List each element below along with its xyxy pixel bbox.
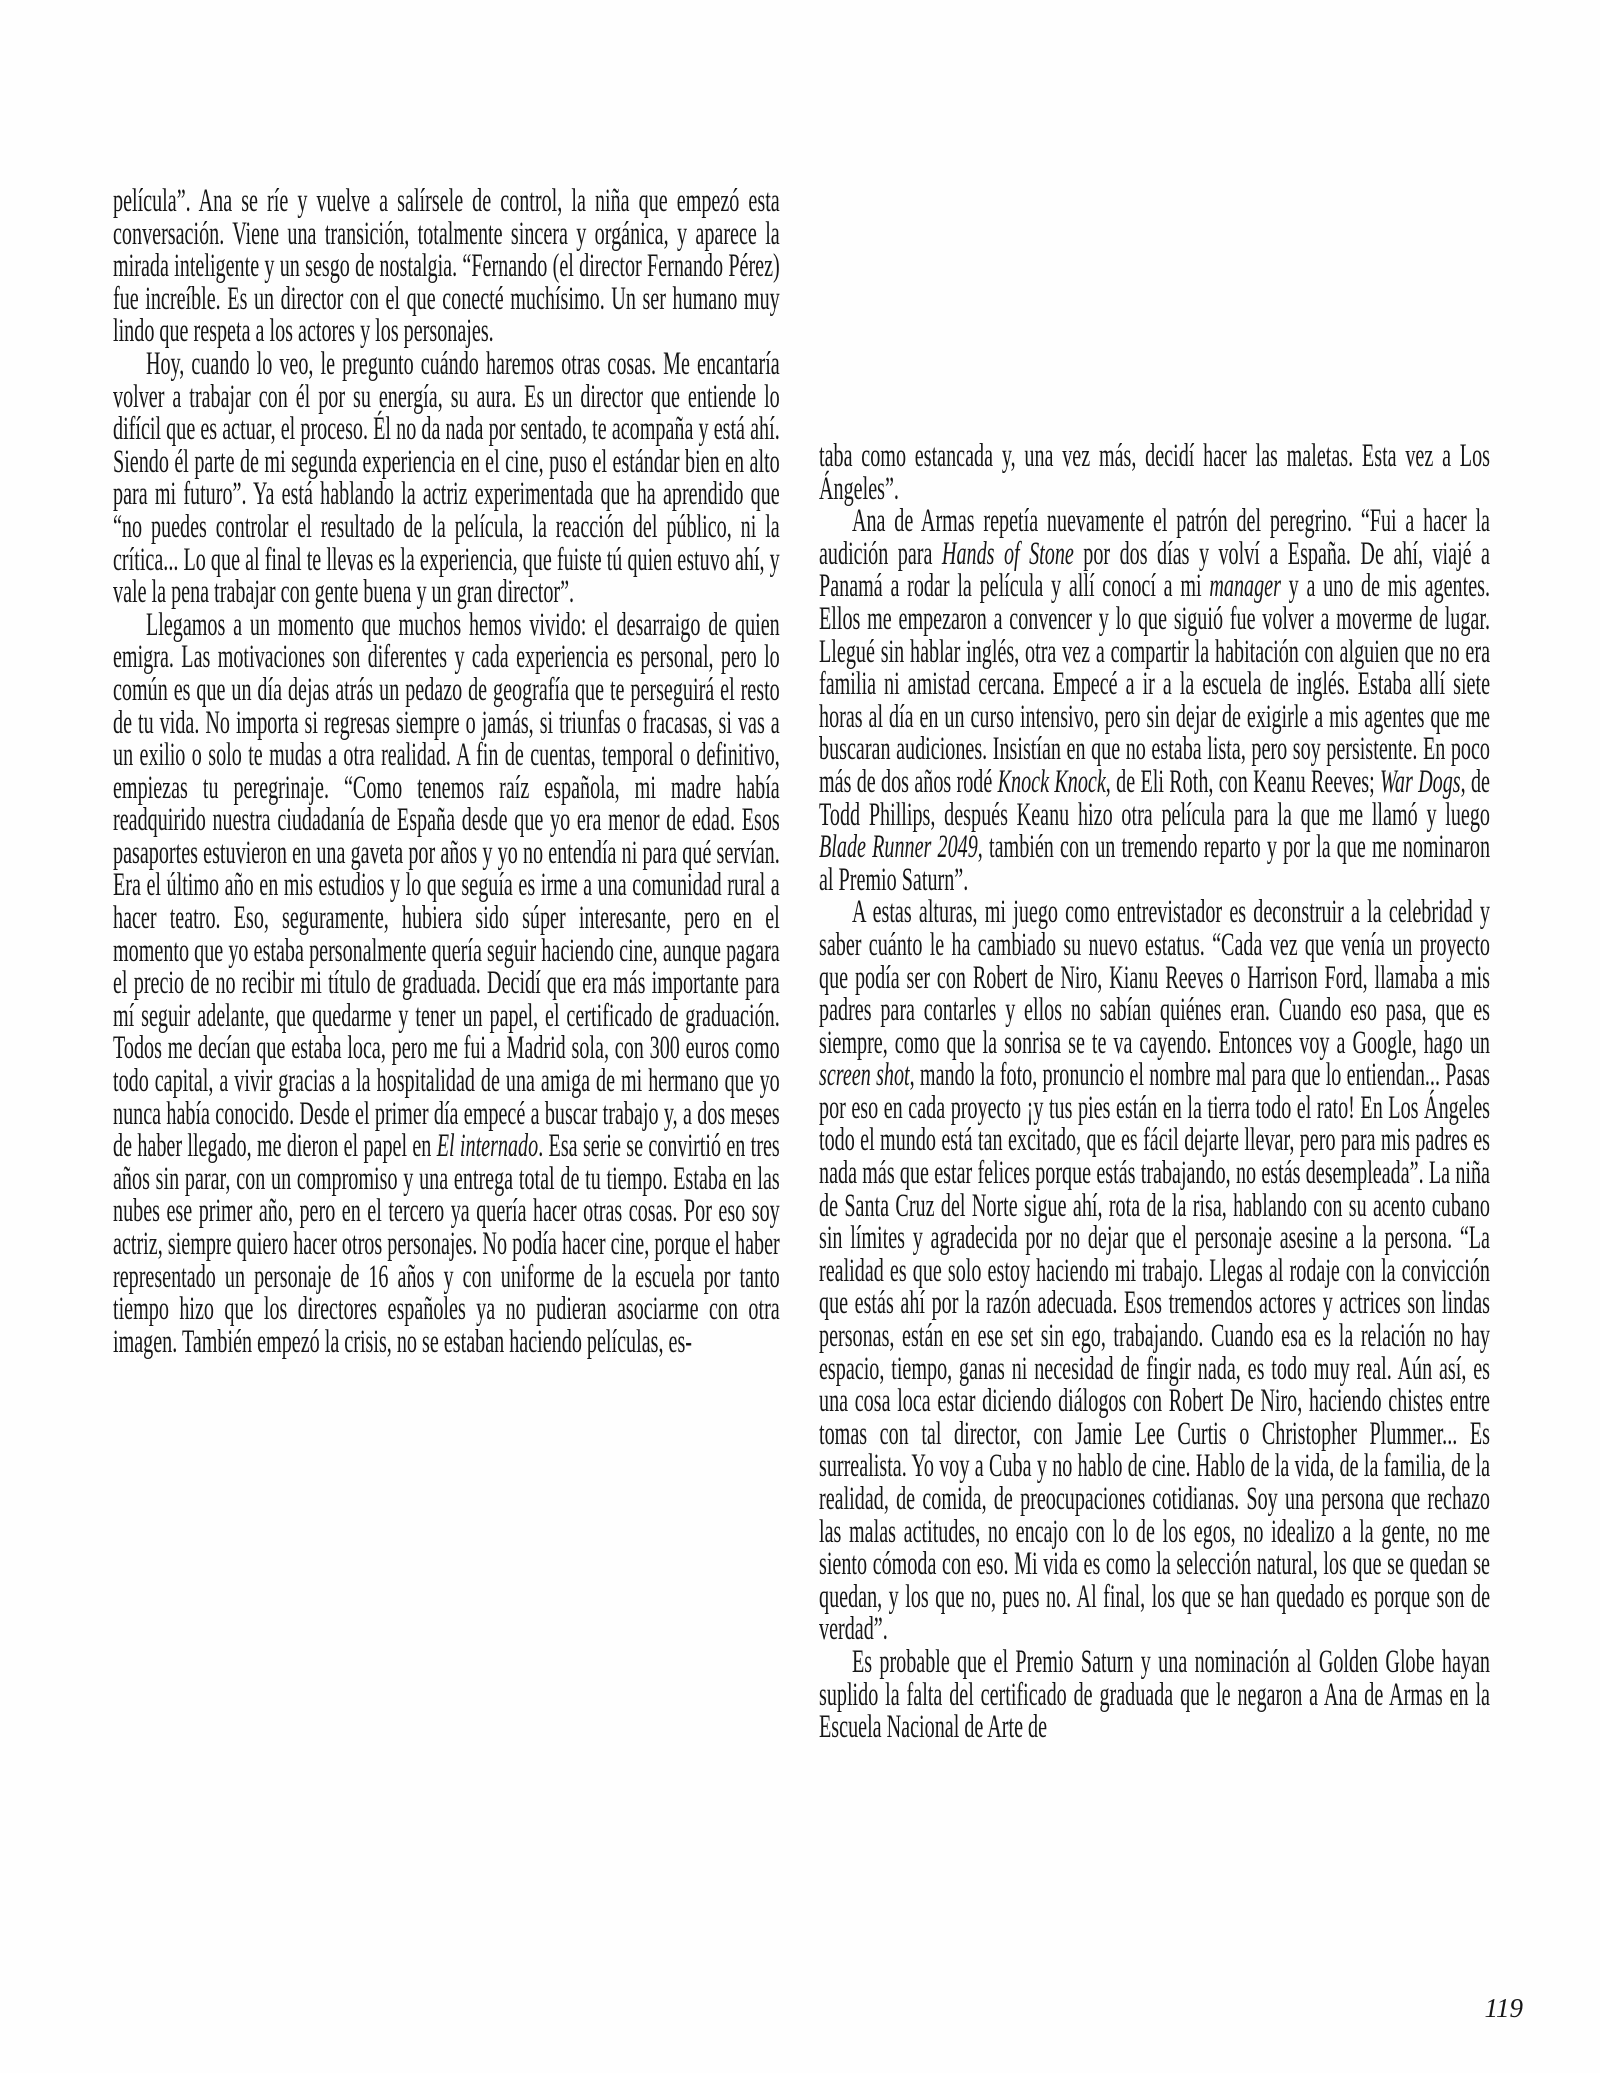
movie-title-italic: Hands of Stone (941, 535, 1074, 572)
series-title-italic: El internado (436, 1128, 539, 1165)
paragraph-text: . Esa serie se convirtió en tres años sin parar, con un compromiso y una entrega total de tu tiempo. Estaba en las nubes ese primer año, pero en el tercero ya quería hacer otras cosas. Por eso soy actriz, siempre quiero hacer otros personajes. No podía hacer cine, porque el haber representado un personaje de 16 años y con uniforme de la escuela por tanto tiempo hizo que los directores españoles ya no pudieran asociarme con otra imagen. También empezó la crisis, no se estaban haciendo películas, es- (113, 1128, 780, 1360)
foreign-word-italic: manager (1209, 568, 1281, 605)
movie-title-italic: Blade Runner 2049 (819, 829, 978, 866)
article-column-right (819, 440, 1490, 1744)
paragraph (819, 440, 1490, 505)
paragraph-text: , mando la foto, pronuncio el nombre mal para que lo entiendan... Pasas por eso en cada proyecto ¡y tus pies están en la tierra todo el rato! En Los Ángeles todo el mundo está tan excitado, que es fácil dejarte llevar, pero para mis padres es nada más que estar felices porque estás trabajando, no estás desempleada”. La niña de Santa Cruz del Norte sigue ahí, rota de la risa, hablando con su acento cubano sin límites y agradecida por no dejar que el personaje asesine a la persona. “La realidad es que solo estoy haciendo mi trabajo. Llegas al rodaje con la convicción que estás ahí por la razón adecuada. Esos tremendos actores y actrices son lindas personas, están en ese set sin ego, trabajando. Cuando esa es la relación no hay espacio, tiempo, ganas ni necesidad de fingir nada, es todo muy real. Aún así, es una cosa loca estar diciendo diálogos con Robert De Niro, haciendo chistes entre tomas con tal director, con Jamie Lee Curtis o Christopher Plummer... Es surrealista. Yo voy a Cuba y no hablo de cine. Hablo de la vida, de la familia, de la realidad, de comida, de preocupaciones cotidianas. Soy una persona que rechazo las malas actitudes, no encajo con lo de los egos, no idealizo a la gente, no me siento cómoda con eso. Mi vida es como la selección natural, los que se quedan se quedan, y los que no, pues no. Al final, los que se han quedado es porque son de verdad”. (819, 1057, 1490, 1648)
paragraph-text: A estas alturas, mi juego como entrevistador es deconstruir a la celebridad y saber cuánto le ha cambiado su nuevo estatus. “Cada vez que venía un proyecto que podía ser con Robert de Niro, Kianu Reeves o Harrison Ford, llamaba a mis padres para contarles y ellos no sabían quiénes eran. Cuando eso pasa, que es siempre, como que la sonrisa se te va cayendo. Entonces voy a Google, hago un (819, 894, 1490, 1061)
paragraph (819, 896, 1490, 1646)
paragraph-text: Hoy, cuando lo veo, le pregunto cuándo haremos otras cosas. Me encantaría volver a trabajar con él por su energía, su aura. Es un director que entiende lo difícil que es actuar, el proceso. Él no da nada por sentado, te acompaña y está ahí. Siendo él parte de mi segunda experiencia en el cine, puso el estándar bien en alto para mi futuro”. Ya está hablando la actriz experimentada que ha aprendido que “no puedes controlar el resultado de la película, la reacción del público, ni la crítica... Lo que al final te llevas es la experiencia, que fuiste tú quien estuvo ahí, y vale la pena trabajar con gente buena y un gran director”. (113, 345, 780, 611)
paragraph-text: Llegamos a un momento que muchos hemos vivido: el desarraigo de quien emigra. Las motivaciones son diferentes y cada experiencia es personal, pero lo común es que un día dejas atrás un pedazo de geografía que te perseguirá el resto de tu vida. No importa si regresas siempre o jamás, si triunfas o fracasas, si vas a un exilio o solo te mudas a otra realidad. A fin de cuentas, temporal o definitivo, empiezas tu peregrinaje. “Como tenemos raíz española, mi madre había readquirido nuestra ciudadanía de España desde que yo era menor de edad. Esos pasaportes estuvieron en una gaveta por años y yo no entendía ni para qué servían. Era el último año en mis estudios y lo que seguía es irme a una comunidad rural a hacer teatro. Eso, seguramente, hubiera sido súper interesante, pero en el momento que yo estaba personalmente quería seguir haciendo cine, aunque pagara el precio de no recibir mi título de graduada. Decidí que era más importante para mí seguir adelante, que quedarme y tener un papel, el certificado de graduación. Todos me decían que estaba loca, pero me fui a Madrid sola, con 300 euros como todo capital, a vivir gracias a la hospitalidad de una amiga de mi hermano que yo nunca había conocido. Desde el primer día empecé a buscar trabajo y, a dos meses de haber llegado, me dieron el papel en (113, 606, 780, 1165)
foreign-word-italic: screen shot (819, 1057, 910, 1094)
paragraph-text: , de Eli Roth, con Keanu Reeves; (1105, 763, 1381, 800)
paragraph (113, 606, 780, 1360)
paragraph-text: taba como estancada y, una vez más, decidí hacer las maletas. Esta vez a Los Ángeles”. (819, 438, 1490, 507)
paragraph (819, 1643, 1490, 1746)
paragraph-text: película”. Ana se ríe y vuelve a salírsele de control, la niña que empezó esta conversación. Viene una transición, totalmente sincera y orgánica, y aparece la mirada inteligente y un sesgo de nostalgia. “Fernando (el director Fernando Pérez) fue increíble. Es un director con el que conecté muchísimo. Un ser humano muy lindo que respeta a los actores y los personajes. (113, 183, 780, 350)
paragraph-text: y a uno de mis agentes. Ellos me empezaron a convencer y lo que siguió fue volver a moverme de lugar. Llegué sin hablar inglés, otra vez a compartir la habitación con alguien que no era familia ni amistad cercana. Empecé a ir a la escuela de inglés. Estaba allí siete horas al día en un curso intensivo, pero sin dejar de exigirle a mis agentes que me buscaran audiciones. Insistían en que no estaba lista, pero soy persistente. En poco más de dos años rodé (819, 568, 1490, 800)
paragraph (113, 185, 780, 348)
movie-title-italic: Knock Knock (997, 763, 1106, 800)
paragraph-text: por dos días y volví a España. De ahí, viajé a Panamá a rodar la película y allí conocí a mi (819, 535, 1490, 605)
paragraph (819, 505, 1490, 896)
paragraph-text: , de Todd Phillips, después Keanu hizo otra película para la que me llamó y luego (819, 763, 1490, 833)
page-number: 119 (1484, 1993, 1523, 2023)
paragraph-text: Es probable que el Premio Saturn y una nominación al Golden Globe hayan suplido la falta del certificado de graduada que le negaron a Ana de Armas en la Escuela Nacional de Arte de (819, 1643, 1490, 1746)
paragraph (113, 345, 780, 611)
movie-title-italic: War Dogs (1380, 763, 1461, 800)
article-column-left (113, 185, 780, 1358)
paragraph-text: Ana de Armas repetía nuevamente el patrón del peregrino. “Fui a hacer la audición para (819, 503, 1490, 572)
paragraph-text: , también con un tremendo reparto y por la que me nominaron al Premio Saturn”. (819, 829, 1491, 898)
